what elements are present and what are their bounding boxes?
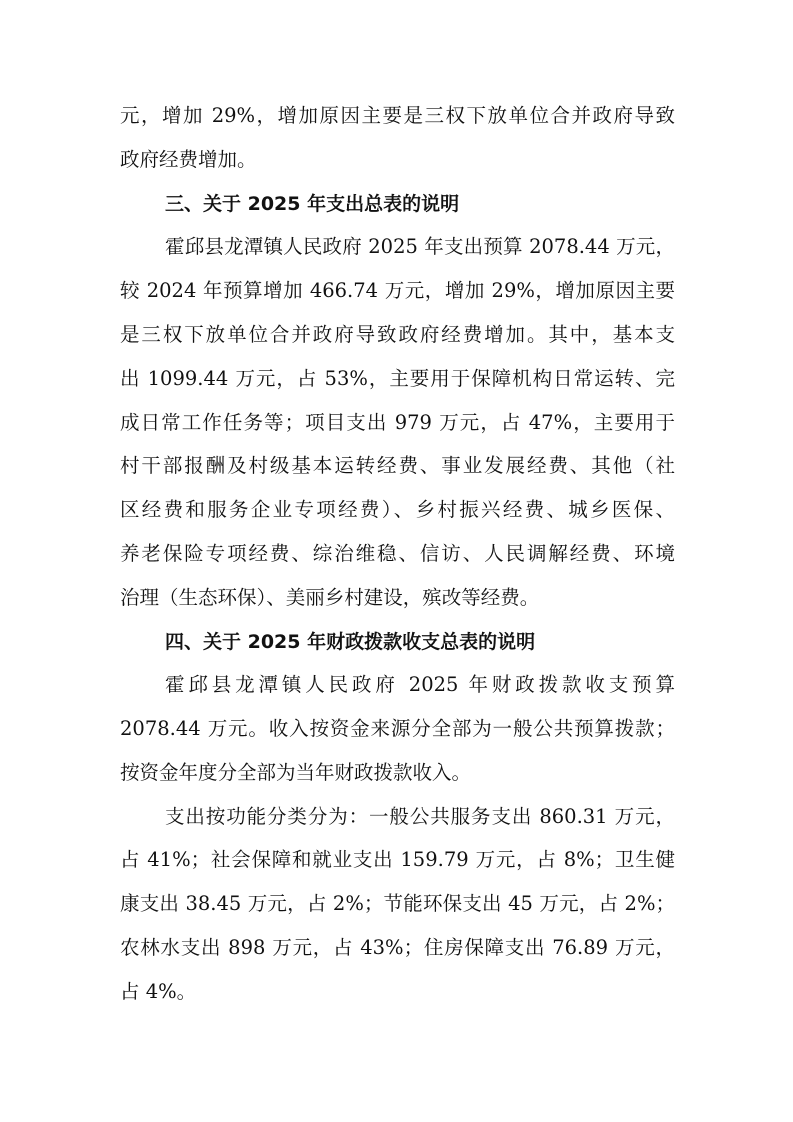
body-text-line: 政府经费增加。 [120, 148, 257, 171]
body-text-line: 较 2024 年预算增加 466.74 万元，增加 29%，增加原因主要 [120, 279, 675, 302]
body-text-line: 2078.44 万元。收入按资金来源分全部为一般公共预算拨款； [120, 717, 675, 740]
body-text-line: 按资金年度分全部为当年财政拨款收入。 [120, 761, 472, 784]
body-text-line: 元，增加 29%，增加原因主要是三权下放单位合并政府导致 [120, 104, 675, 127]
section-heading-3: 三、关于 2025 年支出总表的说明 [165, 193, 460, 215]
body-text-line: 区经费和服务企业专项经费）、乡村振兴经费、城乡医保、 [120, 498, 675, 521]
body-text-line: 支出按功能分类分为：一般公共服务支出 860.31 万元， [165, 805, 675, 828]
body-text-line: 治理（生态环保）、美丽乡村建设，殡改等经费。 [120, 586, 540, 609]
body-text-line: 康支出 38.45 万元，占 2%；节能环保支出 45 万元，占 2%； [120, 892, 675, 915]
body-text-line: 成日常工作任务等；项目支出 979 万元，占 47%，主要用于 [120, 411, 675, 434]
body-text-line: 农林水支出 898 万元，占 43%；住房保障支出 76.89 万元， [120, 936, 675, 959]
body-text-line: 村干部报酬及村级基本运转经费、事业发展经费、其他（社 [120, 454, 675, 477]
body-text-line: 出 1099.44 万元，占 53%，主要用于保障机构日常运转、完 [120, 367, 675, 390]
body-text-line: 占 4%。 [120, 980, 197, 1003]
body-text-line: 是三权下放单位合并政府导致政府经费增加。其中，基本支 [120, 323, 675, 346]
body-text-line: 霍邱县龙潭镇人民政府 2025 年财政拨款收支预算 [165, 673, 675, 696]
body-text-line: 养老保险专项经费、综治维稳、信访、人民调解经费、环境 [120, 542, 675, 565]
body-text-line: 霍邱县龙潭镇人民政府 2025 年支出预算 2078.44 万元， [165, 235, 675, 258]
body-text-line: 占 41%；社会保障和就业支出 159.79 万元，占 8%；卫生健 [120, 848, 675, 871]
section-heading-4: 四、关于 2025 年财政拨款收支总表的说明 [165, 631, 536, 653]
